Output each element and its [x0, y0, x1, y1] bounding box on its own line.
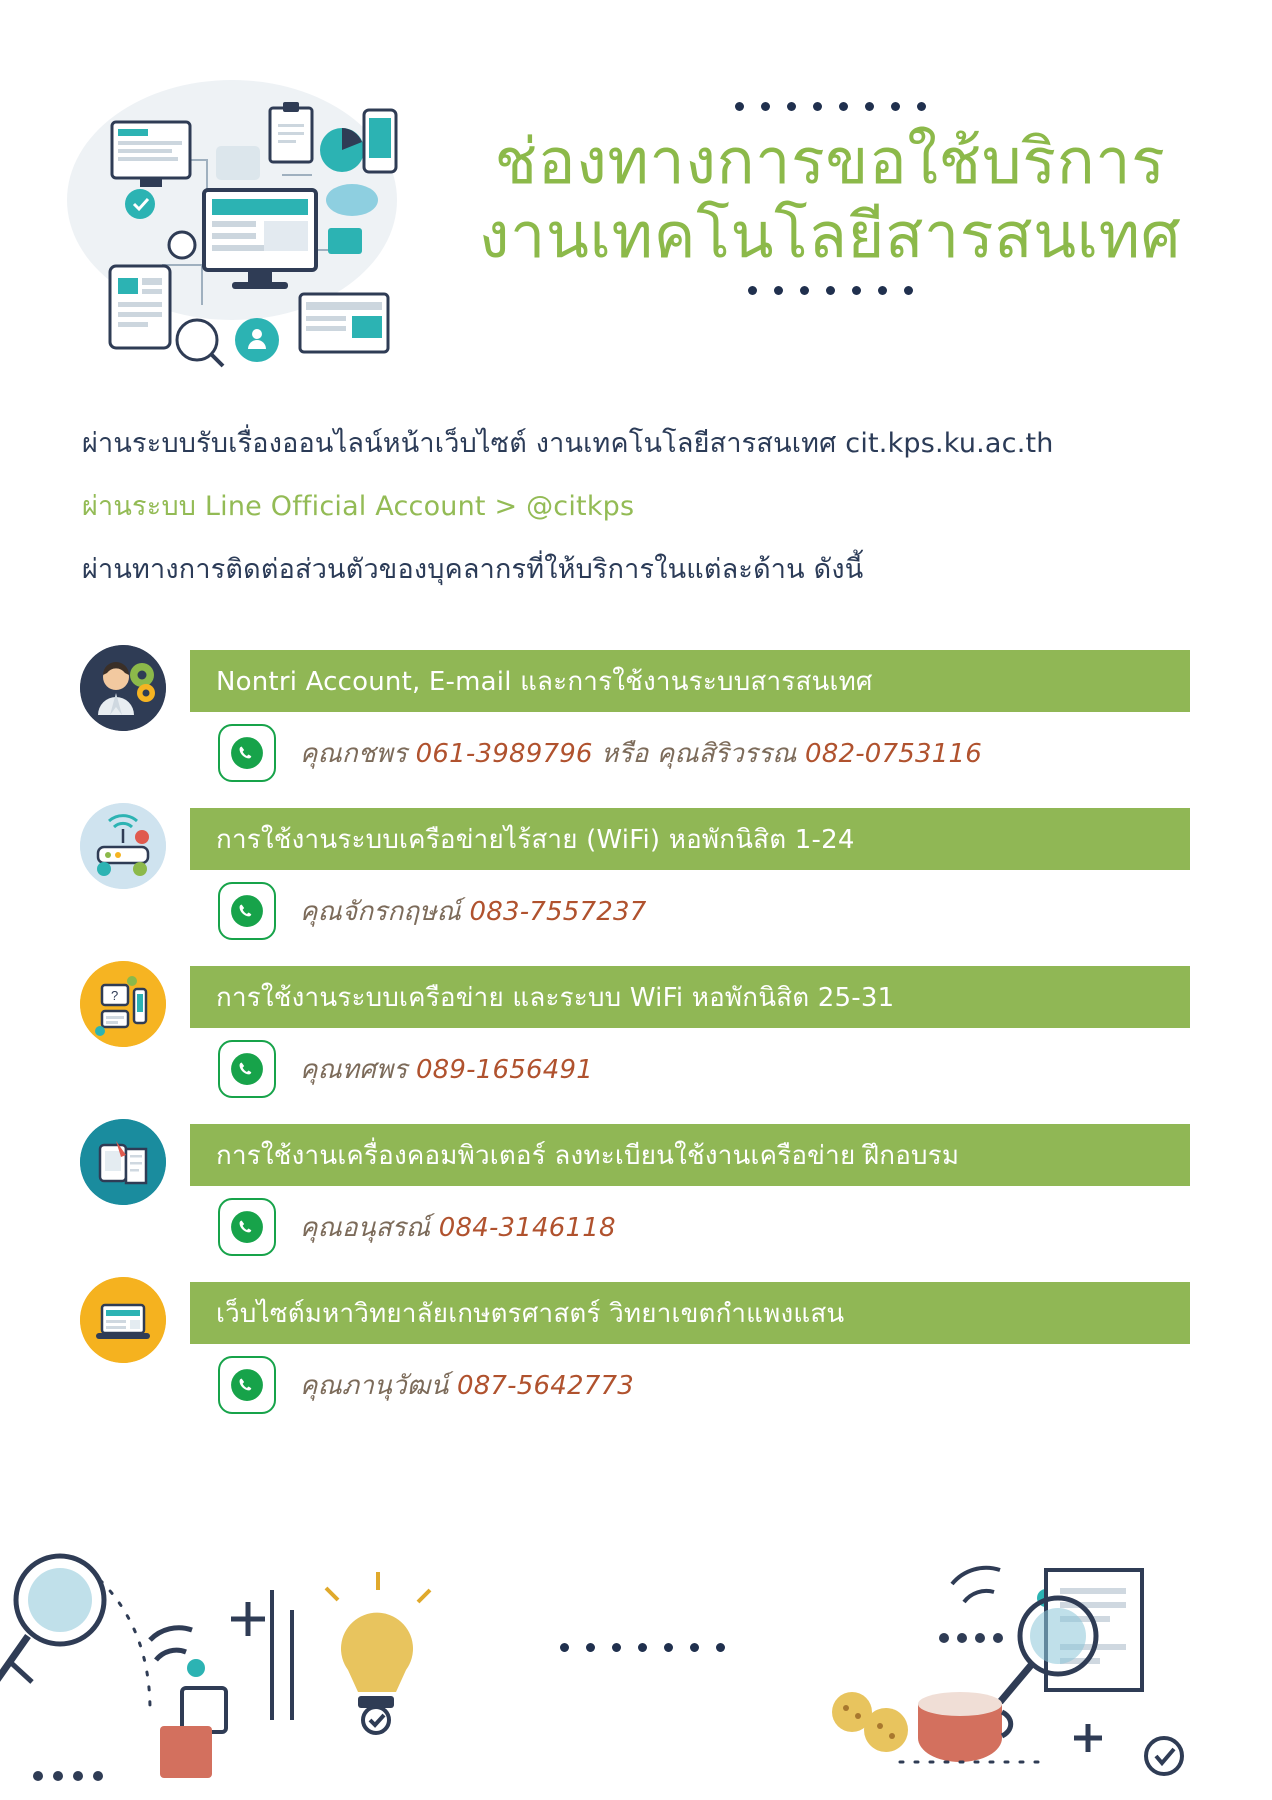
contact-text	[300, 891, 646, 932]
service-title: การใช้งานเครื่องคอมพิวเตอร์ ลงทะเบียนใช้งานเครือข่าย ฝึกอบรม	[216, 1140, 960, 1171]
intro-line-personal-contact: ผ่านทางการติดต่อส่วนตัวของบุคลากรที่ให้บริการในแต่ละด้าน ดังนี้	[82, 554, 864, 585]
service-contact[interactable]	[218, 1356, 634, 1414]
service-title-bar	[190, 1282, 1190, 1344]
support-agent-gear-icon	[80, 645, 166, 731]
contact-text	[300, 1365, 634, 1406]
service-contact[interactable]	[218, 1198, 616, 1256]
title-block	[430, 90, 1230, 309]
poster-header	[0, 30, 1272, 380]
whatsapp-icon[interactable]	[218, 1040, 276, 1098]
service-contact[interactable]	[218, 1040, 593, 1098]
tablet-book-training-icon	[80, 1119, 166, 1205]
contact-text	[300, 1049, 593, 1090]
intro-line-website: ผ่านระบบรับเรื่องออนไลน์หน้าเว็บไซต์ งานเทคโนโลยีสารสนเทศ cit.kps.ku.ac.th	[82, 428, 1054, 459]
service-row	[0, 808, 1272, 966]
intro-line-line-oa: ผ่านระบบ Line Official Account > @citkps	[82, 491, 635, 522]
service-row	[0, 650, 1272, 808]
page-title-line2: งานเทคโนโลยีสารสนเทศ	[478, 199, 1182, 273]
contact-phone-1: 083-7557237	[469, 896, 647, 927]
footer-illustration	[0, 1540, 1272, 1800]
service-contact[interactable]	[218, 882, 646, 940]
service-title: การใช้งานระบบเครือข่ายไร้สาย (WiFi) หอพักนิสิต 1-24	[216, 824, 855, 855]
it-devices-illustration	[52, 50, 402, 370]
service-title-bar	[190, 966, 1190, 1028]
contact-name-1: คุณทศพร	[300, 1054, 416, 1085]
page-title-line1: ช่องทางการขอใช้บริการ	[494, 125, 1166, 198]
contact-phone-1: 089-1656491	[415, 1054, 593, 1085]
whatsapp-icon[interactable]	[218, 724, 276, 782]
whatsapp-icon[interactable]	[218, 1356, 276, 1414]
service-title: Nontri Account, E-mail และการใช้งานระบบสารสนเทศ	[216, 666, 873, 697]
contact-phone-2: 082-0753116	[805, 738, 983, 769]
wifi-router-icon	[80, 803, 166, 889]
contact-phone-1: 087-5642773	[456, 1370, 634, 1401]
service-row	[0, 1124, 1272, 1282]
service-title-bar	[190, 1124, 1190, 1186]
service-contact[interactable]	[218, 724, 982, 782]
contact-phone-1: 061-3989796	[415, 738, 593, 769]
svg-text:?: ?	[111, 988, 119, 1003]
dots-top	[430, 102, 1230, 111]
service-title-bar	[190, 650, 1190, 712]
contact-name-1: คุณจักรกฤษณ์	[300, 896, 470, 927]
contact-text	[300, 1207, 616, 1248]
contact-text	[300, 733, 982, 774]
whatsapp-icon[interactable]	[218, 1198, 276, 1256]
service-title: เว็บไซต์มหาวิทยาลัยเกษตรศาสตร์ วิทยาเขตกำแพงแสน	[216, 1298, 845, 1329]
contact-phone-1: 084-3146118	[438, 1212, 616, 1243]
intro-lines	[82, 430, 1192, 619]
contact-name-1: คุณภานุวัฒน์	[300, 1370, 457, 1401]
dots-bottom	[430, 286, 1230, 295]
laptop-website-icon	[80, 1277, 166, 1363]
service-list	[0, 650, 1272, 1440]
service-row	[0, 966, 1272, 1124]
contact-name-1: คุณอนุสรณ์	[300, 1212, 439, 1243]
service-title: การใช้งานระบบเครือข่าย และระบบ WiFi หอพักนิสิต 25-31	[216, 982, 895, 1013]
whatsapp-icon[interactable]	[218, 882, 276, 940]
network-devices-icon	[80, 961, 166, 1047]
contact-name-1: คุณกชพร	[300, 738, 416, 769]
service-title-bar	[190, 808, 1190, 870]
contact-separator: หรือ คุณสิริวรรณ	[592, 738, 805, 769]
service-row	[0, 1282, 1272, 1440]
